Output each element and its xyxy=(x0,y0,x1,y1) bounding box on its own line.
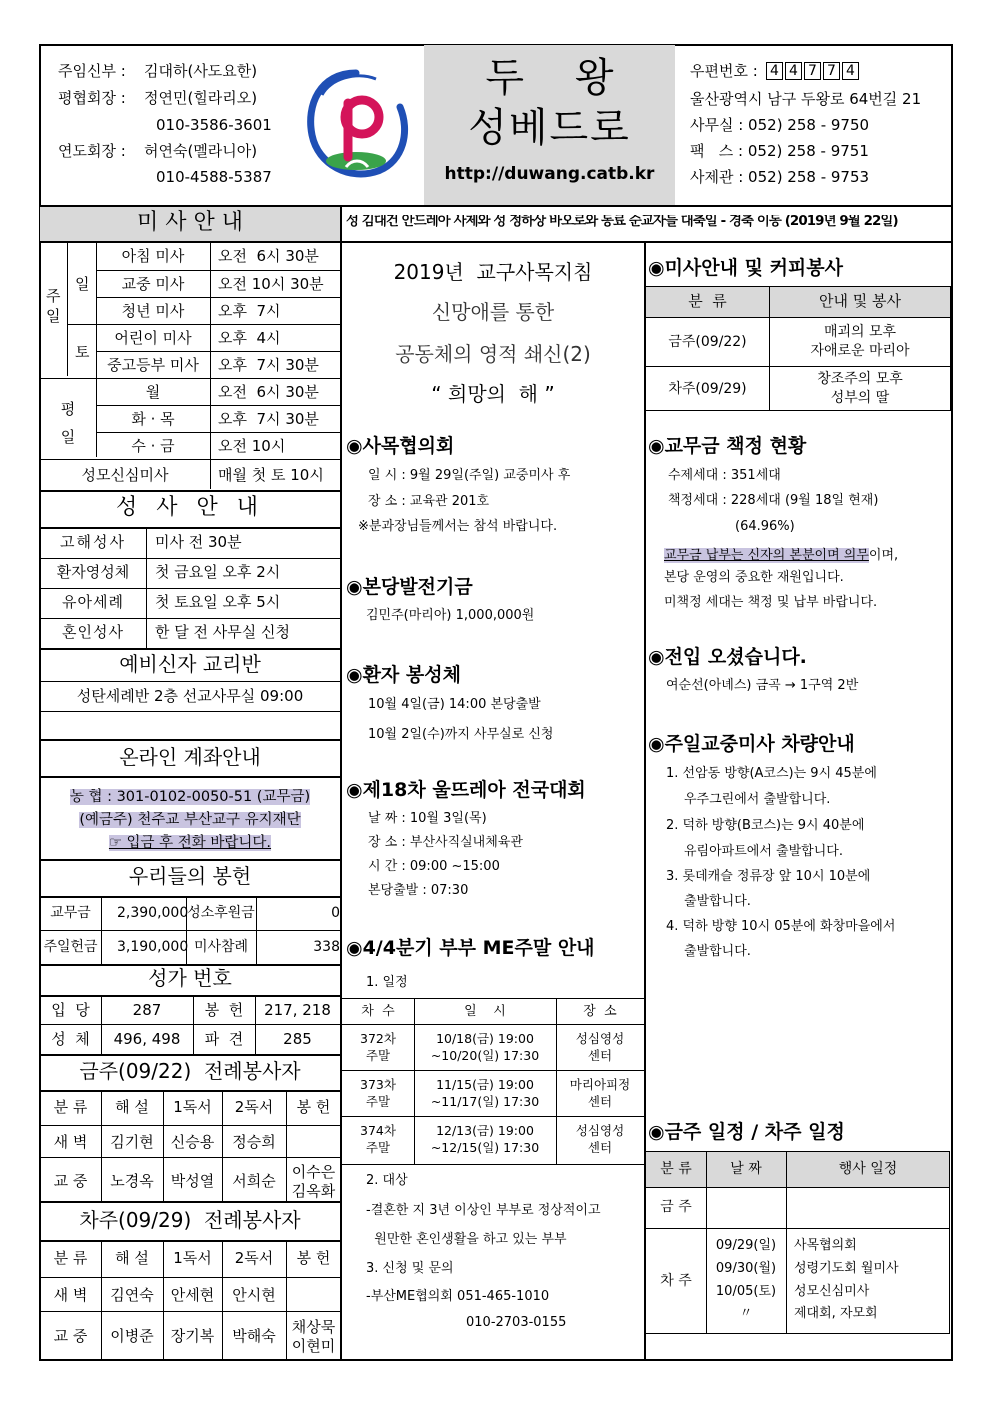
ultreya-line: 날 짜 : 10월 3일(목) xyxy=(368,811,487,826)
me-line: -부산ME협의회 051-465-1010 xyxy=(366,1289,550,1304)
servers-header: 1독서 xyxy=(173,1249,212,1267)
dues-line: 미책정 세대는 책정 및 납부 바랍니다. xyxy=(664,595,878,610)
mass-name: 월 xyxy=(145,383,161,401)
pastoral-line: 일 시 : 9월 29일(주일) 교중미사 후 xyxy=(368,468,571,483)
servers-person: 장기복 xyxy=(170,1327,215,1345)
schedule-event: 제대회, 자모회 xyxy=(794,1306,878,1321)
dues-line: 본당 운영의 중요한 재원입니다. xyxy=(664,570,844,585)
patient-title: ◉환자 봉성체 xyxy=(346,664,461,686)
vehicle-line: 3. 롯데캐슬 정류장 앞 10시 10분에 xyxy=(666,869,871,884)
pastoral-line: 장 소 : 교육관 201호 xyxy=(368,494,490,509)
me-header: 일 시 xyxy=(464,1004,506,1019)
sacrament-name: 고해성사 xyxy=(60,533,126,551)
schedule-this-label: 금 주 xyxy=(660,1199,692,1215)
servers-person: 이병준 xyxy=(110,1327,154,1345)
postal-digit: 4 xyxy=(766,62,783,80)
me-sub1: 1. 일정 xyxy=(366,975,408,990)
hymn-number: 285 xyxy=(283,1030,312,1048)
me-line: -결혼한 지 3년 이상인 부부로 정상적이고 xyxy=(366,1203,601,1218)
postal-label: 우편번호 : xyxy=(690,62,758,80)
offering-value: 2,390,000 xyxy=(117,905,189,921)
ultreya-title: ◉제18차 울뜨레아 전국대회 xyxy=(346,779,586,801)
hymn-label: 성 체 xyxy=(51,1030,90,1048)
patient-line: 10월 2일(수)까지 사무실로 신청 xyxy=(368,727,554,742)
mass-title: 미 사 안 내 xyxy=(137,210,243,235)
office-phone: 사무실 : 052) 258 - 9750 xyxy=(690,116,870,134)
servers-person: 안시현 xyxy=(232,1286,276,1304)
sacrament-desc: 첫 금요일 오후 2시 xyxy=(155,563,281,581)
hymn-number: 287 xyxy=(132,1001,162,1019)
hymn-number: 496, 498 xyxy=(113,1030,181,1048)
mass-name: 아침 미사 xyxy=(121,247,185,265)
dues-line: 수제세대 : 351세대 xyxy=(668,468,781,483)
fax-number: 팩 스 : 052) 258 - 9751 xyxy=(690,142,869,160)
me-line: 3. 신청 및 문의 xyxy=(366,1261,454,1276)
mass-time: 오전 6시 30분 xyxy=(218,247,319,265)
sacrament-name: 혼인성사 xyxy=(62,623,124,641)
servers-next-title: 차주(09/29) 전례봉사자 xyxy=(79,1208,301,1232)
servers-header: 봉 헌 xyxy=(296,1249,331,1267)
sacrament-desc: 미사 전 30분 xyxy=(155,533,242,551)
hymn-label: 파 견 xyxy=(204,1030,244,1048)
servers-header: 2독서 xyxy=(234,1098,274,1116)
servers-person: 이수은 김옥화 xyxy=(291,1163,336,1200)
servers-header: 해 설 xyxy=(115,1249,149,1267)
title-line2: 성베드로 xyxy=(468,105,631,151)
account-line2: (예금주) 천주교 부산교구 유지재단 xyxy=(79,812,301,828)
hymn-label: 봉 헌 xyxy=(204,1001,244,1019)
pastor-name: 김대하(사도요한) xyxy=(144,62,258,80)
motto-line2: 신망애를 통한 xyxy=(431,300,555,324)
mass-name: 수 · 금 xyxy=(131,437,175,455)
me-venue: 성심영성 센터 xyxy=(575,1031,625,1063)
sunday-label: 주일 xyxy=(46,287,61,325)
ultreya-line: 장 소 : 부산사직실내체육관 xyxy=(368,835,523,850)
mass-name: 화 · 목 xyxy=(131,410,175,428)
servers-slot: 새 벽 xyxy=(53,1286,88,1304)
transfer-line: 여순선(아녜스) 금곡 → 1구역 2반 xyxy=(666,678,859,693)
mass-time: 오전 10시 xyxy=(218,437,286,455)
coffee-week: 금주(09/22) xyxy=(668,334,747,350)
mass-name: 교중 미사 xyxy=(121,275,185,293)
vehicle-line: 4. 덕하 방향 10시 05분에 화창마을에서 xyxy=(666,919,896,934)
coffee-week: 차주(09/29) xyxy=(668,381,747,397)
coffee-title: ◉미사안내 및 커피봉사 xyxy=(648,257,843,279)
mass-time: 오후 7시 xyxy=(218,302,281,320)
parish-logo xyxy=(300,65,412,185)
offering-label: 성소후원금 xyxy=(187,905,255,921)
council-phone: 010-3586-3601 xyxy=(156,116,272,134)
rectory-phone: 사제관 : 052) 258 - 9753 xyxy=(690,168,870,186)
servers-header: 1독서 xyxy=(173,1098,212,1116)
postal-digit: 4 xyxy=(842,62,859,80)
dues-line: 책정세대 : 228세대 (9월 18일 현재) xyxy=(668,493,879,508)
offering-value: 3,190,000 xyxy=(117,939,189,955)
motto-line1: 2019년 교구사목지침 xyxy=(393,260,593,284)
account-line2-wrap xyxy=(40,809,340,829)
offering-label: 주일헌금 xyxy=(43,939,98,955)
mass-name: 중고등부 미사 xyxy=(107,356,199,374)
parish-url[interactable]: http://duwang.catb.kr xyxy=(444,164,655,184)
ultreya-line: 본당출발 : 07:30 xyxy=(368,883,469,898)
servers-header: 해 설 xyxy=(115,1098,149,1116)
vehicle-line: 출발합니다. xyxy=(684,944,751,959)
vehicle-line: 출발합니다. xyxy=(684,894,751,909)
postal-code xyxy=(766,62,859,80)
servers-person: 정승희 xyxy=(232,1133,276,1151)
sacrament-desc: 한 달 전 사무실 신청 xyxy=(155,623,290,641)
me-header: 장 소 xyxy=(583,1004,617,1019)
mass-name: 어린이 미사 xyxy=(114,329,192,347)
hymn-number: 217, 218 xyxy=(264,1001,331,1019)
coffee-servers: 매괴의 모후 자애로운 마리아 xyxy=(810,324,910,359)
mass-time: 오전 6시 30분 xyxy=(218,383,319,401)
me-venue: 마리아피정 센터 xyxy=(569,1077,631,1109)
postal-digit: 7 xyxy=(804,62,821,80)
servers-person: 채상묵 이현미 xyxy=(291,1318,336,1355)
sacrament-desc: 첫 토요일 오후 5시 xyxy=(155,593,281,611)
schedule-event: 성모신심미사 xyxy=(794,1284,870,1299)
servers-person: 신승용 xyxy=(170,1133,215,1151)
servers-person: 서희순 xyxy=(232,1172,276,1190)
hymns-title: 성가 번호 xyxy=(148,966,232,990)
hymn-label: 입 당 xyxy=(51,1001,90,1019)
pastor-label: 주임신부 : xyxy=(58,62,126,80)
mass-time: 오후 7시 30분 xyxy=(218,410,319,428)
council-label: 평협회장 : xyxy=(58,89,126,107)
sacrament-name: 환자영성체 xyxy=(56,563,130,581)
sacrament-name: 유아세례 xyxy=(62,593,124,611)
devotion-mass-name: 성모신심미사 xyxy=(81,466,169,484)
me-dates: 11/15(금) 19:00 ~11/17(일) 17:30 xyxy=(430,1077,540,1109)
me-session: 372차 주말 xyxy=(360,1031,396,1063)
sun-sub-label: 일 xyxy=(75,275,90,293)
me-session: 373차 주말 xyxy=(360,1077,396,1109)
coffee-header: 안내 및 봉사 xyxy=(819,292,901,310)
postal-digit: 7 xyxy=(823,62,840,80)
ultreya-line: 시 간 : 09:00 ~15:00 xyxy=(368,859,500,874)
schedule-date: 10/05(토) xyxy=(715,1284,777,1299)
servers-header: 봉 헌 xyxy=(296,1098,331,1116)
servers-person: 안세현 xyxy=(170,1286,215,1304)
offering-value: 0 xyxy=(331,905,340,921)
servers-person: 노경옥 xyxy=(110,1172,154,1190)
servers-slot: 교 중 xyxy=(53,1327,88,1345)
servers-person: 박해숙 xyxy=(232,1327,276,1345)
building-line: 김민주(마리아) 1,000,000원 xyxy=(366,608,535,623)
feast-banner: 성 김대건 안드레아 사제와 성 정하상 바오로와 동료 순교자들 대축일 - 경축 이동 (2019년 9월 22일) xyxy=(346,215,898,229)
me-line: 원만한 혼인생활을 하고 있는 부부 xyxy=(366,1232,567,1247)
schedule-event: 사목협의회 xyxy=(794,1238,857,1253)
servers-this-title: 금주(09/22) 전례봉사자 xyxy=(79,1059,301,1083)
schedule-next-label: 차 주 xyxy=(660,1273,692,1289)
servers-header: 분 류 xyxy=(53,1249,88,1267)
schedule-header: 날 짜 xyxy=(730,1161,762,1177)
sacraments-title: 성 사 안 내 xyxy=(116,495,264,520)
offering-title: 우리들의 봉헌 xyxy=(128,864,252,888)
catechumen-title: 예비신자 교리반 xyxy=(119,652,261,676)
account-line3-wrap xyxy=(40,832,340,852)
account-line1: 농 협 : 301-0102-0050-51 (교무금) xyxy=(69,789,311,805)
schedule-header: 분 류 xyxy=(660,1161,692,1177)
motto-line4: “ 희망의 해 ” xyxy=(431,382,555,406)
transfer-title: ◉전입 오셨습니다. xyxy=(648,646,807,668)
schedule-title: ◉금주 일정 / 차주 일정 xyxy=(648,1121,845,1143)
yeondo-name: 허연숙(멜라니아) xyxy=(144,142,258,160)
me-title: ◉4/4분기 부부 ME주말 안내 xyxy=(346,937,595,959)
servers-header: 2독서 xyxy=(234,1249,274,1267)
offering-label: 미사참례 xyxy=(193,939,249,955)
schedule-event: 성령기도회 월미사 xyxy=(794,1261,899,1276)
coffee-servers: 창조주의 모후 성부의 딸 xyxy=(817,371,903,406)
servers-person: 김연숙 xyxy=(110,1286,154,1304)
dues-highlight-line xyxy=(664,544,898,563)
yeondo-phone: 010-4588-5387 xyxy=(156,168,272,186)
vehicle-line: 우주그린에서 출발합니다. xyxy=(684,792,831,807)
vehicle-title: ◉주일교중미사 차량안내 xyxy=(648,733,855,755)
devotion-mass-time: 매월 첫 토 10시 xyxy=(218,466,324,484)
sat-sub-label: 토 xyxy=(75,343,90,361)
building-title: ◉본당발전기금 xyxy=(346,576,473,598)
schedule-date: 09/30(월) xyxy=(715,1261,777,1276)
mass-time: 오후 4시 xyxy=(218,329,281,347)
schedule-date: 09/29(일) xyxy=(715,1238,777,1253)
yeondo-label: 연도회장 : xyxy=(58,142,126,160)
me-dates: 12/13(금) 19:00 ~12/15(일) 17:30 xyxy=(430,1123,540,1155)
schedule-header: 행사 일정 xyxy=(838,1161,898,1177)
me-dates: 10/18(금) 19:00 ~10/20(일) 17:30 xyxy=(430,1031,540,1063)
dues-line: (64.96%) xyxy=(735,519,795,534)
me-venue: 성심영성 센터 xyxy=(575,1123,625,1155)
coffee-header: 분 류 xyxy=(688,292,727,310)
catechumen-desc: 성탄세례반 2층 선교사무실 09:00 xyxy=(76,687,304,705)
offering-label: 교무금 xyxy=(50,905,91,921)
servers-person: 박성열 xyxy=(170,1172,215,1190)
servers-slot: 새 벽 xyxy=(53,1133,88,1151)
account-line3: ☞ 입금 후 전화 바랍니다. xyxy=(108,835,272,851)
me-line: 2. 대상 xyxy=(366,1173,408,1188)
servers-header: 분 류 xyxy=(53,1098,88,1116)
title-line1: 두 왕 xyxy=(485,55,614,101)
vehicle-line: 2. 덕하 방향(B코스)는 9시 40분에 xyxy=(666,818,865,833)
pastoral-title: ◉사목협의회 xyxy=(346,435,455,457)
patient-line: 10월 4일(금) 14:00 본당출발 xyxy=(368,697,541,712)
me-session: 374차 주말 xyxy=(360,1123,396,1155)
vehicle-line: 1. 선암동 방향(A코스)는 9시 45분에 xyxy=(666,766,877,781)
servers-slot: 교 중 xyxy=(53,1172,88,1190)
motto-line3: 공동체의 영적 쇄신(2) xyxy=(395,342,591,366)
council-name: 정연민(힐라리오) xyxy=(144,89,258,107)
mass-time: 오전 10시 30분 xyxy=(218,275,324,293)
dues-highlight: 교무금 납부는 신자의 본분이며 의무 xyxy=(664,548,869,563)
account-line1-wrap xyxy=(40,786,340,806)
vehicle-line: 유림아파트에서 출발합니다. xyxy=(684,844,843,859)
address: 울산광역시 남구 두왕로 64번길 21 xyxy=(690,90,922,108)
me-line: 010-2703-0155 xyxy=(466,1315,567,1330)
offering-value: 338 xyxy=(313,939,340,955)
mass-time: 오후 7시 30분 xyxy=(218,356,319,374)
schedule-date: 〃 xyxy=(739,1306,753,1321)
pastoral-line: ※분과장님들께서는 참석 바랍니다. xyxy=(358,519,558,534)
mass-name: 청년 미사 xyxy=(121,302,185,320)
me-header: 차 수 xyxy=(361,1004,395,1019)
dues-title: ◉교무금 책정 현황 xyxy=(648,435,807,457)
servers-person: 김기현 xyxy=(110,1133,154,1151)
postal-digit: 4 xyxy=(785,62,802,80)
dues-highlight-after: 이며, xyxy=(868,548,899,563)
weekday-label: 평일 xyxy=(60,400,76,446)
account-title: 온라인 계좌안내 xyxy=(119,745,261,769)
